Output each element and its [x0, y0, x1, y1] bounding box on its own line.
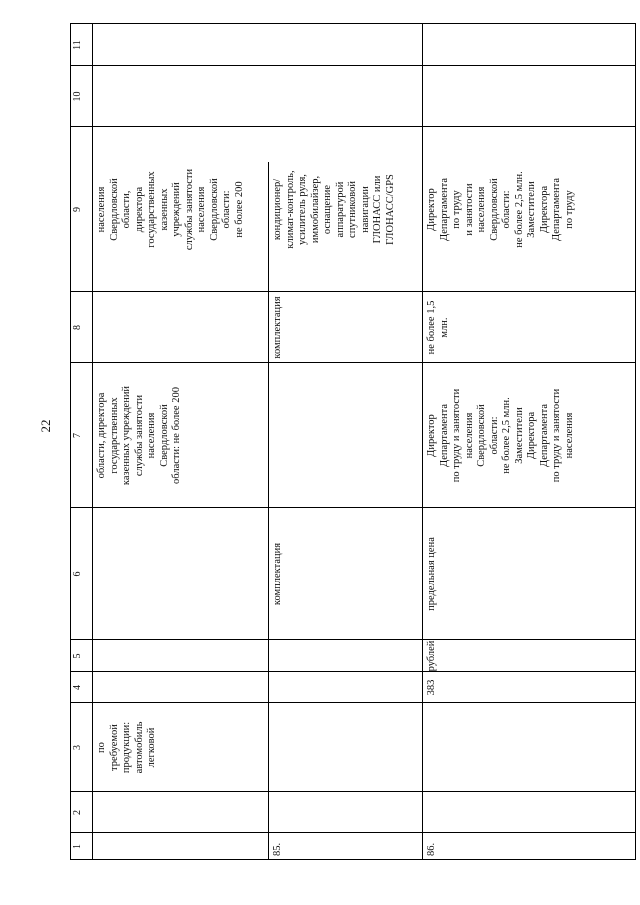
row-86-col-6: предельная цена: [426, 537, 437, 611]
header-col-4: 4: [72, 685, 83, 690]
continued-row-col-7: области, директора государственных казенных учреждений службы занятости населения Свердловской области: не более 200: [96, 385, 182, 486]
row-86-col-7: Директор Департамента по труду и занятости населения Свердловской области: не более 2,5 млн. Заместители Директора Департамента по труду и занятости населения: [426, 388, 575, 483]
header-col-9: 9: [72, 207, 83, 212]
continued-row-col-3: по требуемой продукции: автомобиль легковой: [96, 721, 157, 774]
row-85-number: 85.: [272, 842, 283, 856]
continued-row-col-9: населения Свердловской области, директора государственных казенных учреждений службы занятости населения Свердловской области: не более 200: [96, 168, 245, 251]
row-86-col-9: Директор Департамента по труду и занятости населения Свердловской области: не более 2,5 млн. Заместители Директора Департамента по труду: [426, 171, 575, 248]
row-86-col-5: рублей: [426, 640, 437, 672]
row-86-number: 86.: [426, 842, 437, 856]
header-col-10: 10: [72, 91, 83, 102]
row-86-col-4: 383: [426, 679, 437, 696]
header-col-3: 3: [72, 745, 83, 750]
header-col-1: 1: [72, 844, 83, 849]
header-col-5: 5: [72, 653, 83, 659]
header-col-2: 2: [72, 810, 83, 815]
row-85-col-9: кондиционер/ климат-контроль, усилитель руля, иммобилайзер, оснащение аппаратурой спутниковой навигации ГЛОНАСС или ГЛОНАСС/GPS: [272, 170, 396, 249]
row-86-col-8: не более 1,5 млн.: [426, 300, 450, 355]
row-85-col-8: комплектация: [272, 296, 283, 359]
table-frame: [70, 23, 636, 860]
row-85-col-6: комплектация: [272, 542, 283, 606]
header-col-7: 7: [72, 433, 83, 438]
procurement-table: [70, 23, 636, 860]
header-col-6: 6: [72, 571, 83, 577]
header-col-8: 8: [72, 325, 83, 330]
page-number: 22: [38, 419, 53, 433]
header-col-11: 11: [72, 40, 83, 50]
